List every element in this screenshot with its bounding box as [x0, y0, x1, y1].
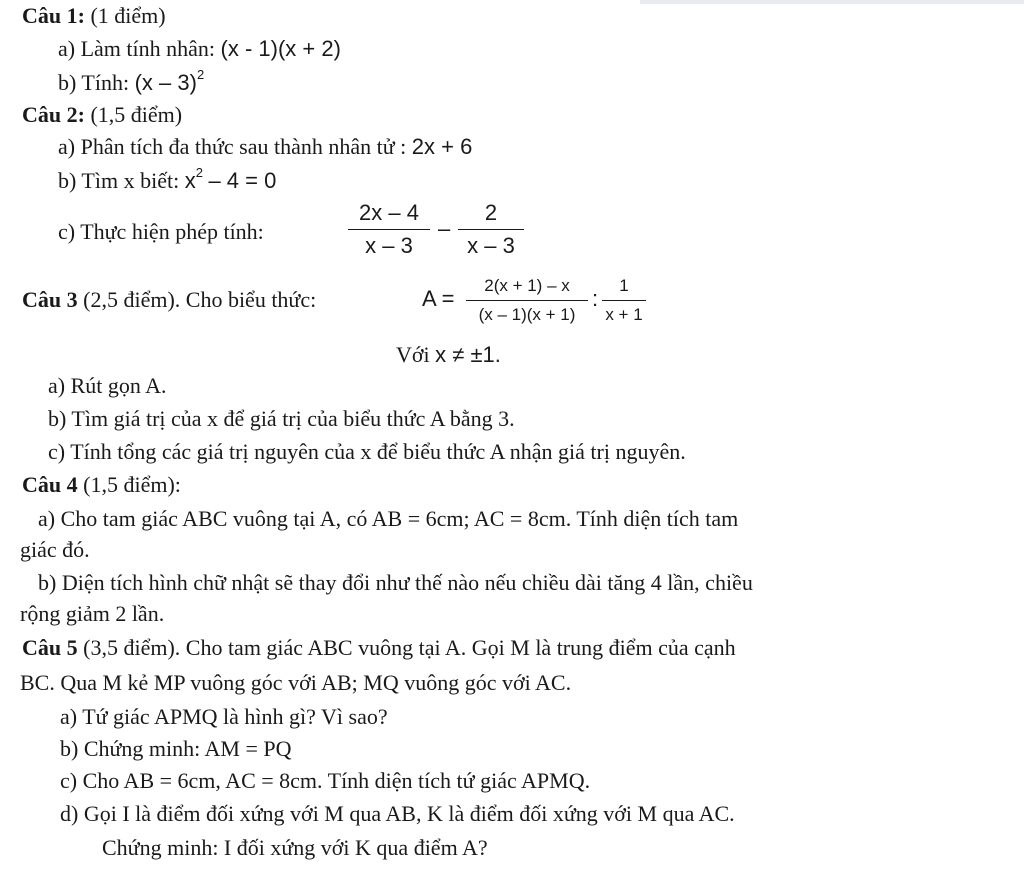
q5-c: c) Cho AB = 6cm, AC = 8cm. Tính diện tích tứ giác APMQ. — [60, 768, 591, 793]
q4-a-line-1: a) Cho tam giác ABC vuông tại A, có AB = 6cm; AC = 8cm. Tính diện tích tam — [38, 506, 739, 531]
q5-d-line-1: d) Gọi I là điểm đối xứng với M qua AB, K là điểm đối xứng với M qua AC. — [60, 801, 735, 826]
fraction-bar — [458, 229, 524, 230]
q2-c-label: c) Thực hiện phép tính: — [58, 219, 264, 244]
q3-condition-prefix: Với — [396, 342, 430, 367]
q3-a-equals: A = — [422, 286, 455, 311]
q5-d-line-2: Chứng minh: I đối xứng với K qua điểm A? — [102, 835, 488, 860]
q2-b-label: b) Tìm x biết: — [58, 168, 180, 193]
q3-condition-expr: x ≠ ±1. — [435, 342, 501, 367]
q3-text: (2,5 điểm). Cho biểu thức: — [83, 287, 317, 312]
q4-title: Câu 4 — [22, 472, 78, 497]
q3-denominator-2: x + 1 — [605, 305, 643, 324]
q5-heading — [22, 634, 736, 662]
q3-numerator-2: 1 — [619, 276, 629, 295]
q3-title: Câu 3 — [22, 287, 78, 312]
q2-b-base: x — [184, 168, 196, 193]
q1-a-label: a) Làm tính nhân: — [58, 36, 216, 61]
q1-a-expr: (x - 1)(x + 2) — [220, 36, 341, 61]
q3-a: a) Rút gọn A. — [48, 373, 167, 398]
q1-a — [58, 35, 341, 63]
q1-b — [58, 69, 204, 100]
q1-heading — [22, 2, 166, 30]
q5-line-2: BC. Qua M kẻ MP vuông góc với AB; MQ vuông góc với AC. — [20, 670, 572, 695]
q2-c-denominator-2: x – 3 — [467, 233, 515, 258]
q3-division-sign: : — [592, 286, 599, 311]
q3-heading — [22, 286, 316, 314]
q1-points: (1 điểm) — [90, 3, 166, 28]
q2-title: Câu 2: — [22, 102, 85, 127]
q5-line-1: (3,5 điểm). Cho tam giác ABC vuông tại A. Gọi M là trung điểm của cạnh — [83, 635, 736, 660]
q2-a-label: a) Phân tích đa thức sau thành nhân tử : — [58, 134, 407, 159]
q2-points: (1,5 điểm) — [90, 102, 183, 127]
q3-denominator-1: (x – 1)(x + 1) — [478, 305, 576, 324]
q3-c: c) Tính tổng các giá trị nguyên của x để biểu thức A nhận giá trị nguyên. — [48, 439, 686, 464]
q2-c-minus: – — [438, 216, 451, 241]
q5-title: Câu 5 — [22, 635, 78, 660]
q2-b-rest: – 4 = 0 — [208, 168, 277, 193]
q1-b-base: (x – 3) — [134, 70, 197, 95]
top-divider — [640, 0, 1024, 4]
q2-c-fraction-2 — [458, 200, 524, 259]
q3-fraction-1 — [466, 275, 588, 326]
fraction-bar — [602, 300, 646, 301]
q5-a: a) Tứ giác APMQ là hình gì? Vì sao? — [60, 704, 388, 729]
q1-b-label: b) Tính: — [58, 70, 130, 95]
q3-fraction-2 — [602, 275, 646, 326]
q4-heading — [22, 471, 181, 499]
q3-numerator-1: 2(x + 1) – x — [484, 276, 570, 295]
q2-a — [58, 133, 472, 161]
q2-a-expr: 2x + 6 — [411, 134, 473, 159]
q4-b-line-1: b) Diện tích hình chữ nhật sẽ thay đổi như thế nào nếu chiều dài tăng 4 lần, chiều — [38, 570, 753, 595]
fraction-bar — [466, 300, 588, 301]
q2-c-numerator-2: 2 — [484, 200, 498, 225]
q2-heading — [22, 101, 182, 129]
q3-b: b) Tìm giá trị của x để giá trị của biểu thức A bằng 3. — [48, 406, 515, 431]
q5-b: b) Chứng minh: AM = PQ — [60, 736, 292, 761]
q2-b-exponent: 2 — [195, 165, 203, 180]
q1-title: Câu 1: — [22, 3, 85, 28]
fraction-bar — [348, 229, 430, 230]
q2-b — [58, 167, 276, 198]
q1-b-exponent: 2 — [196, 67, 205, 82]
q4-points: (1,5 điểm): — [83, 472, 181, 497]
q4-b-line-2: rộng giảm 2 lần. — [20, 601, 165, 626]
q2-c-numerator-1: 2x – 4 — [359, 200, 419, 225]
q2-c-fraction-1 — [348, 200, 430, 259]
q4-a-line-2: giác đó. — [20, 537, 90, 562]
q3-condition — [396, 341, 501, 369]
q2-c-denominator-1: x – 3 — [365, 233, 413, 258]
